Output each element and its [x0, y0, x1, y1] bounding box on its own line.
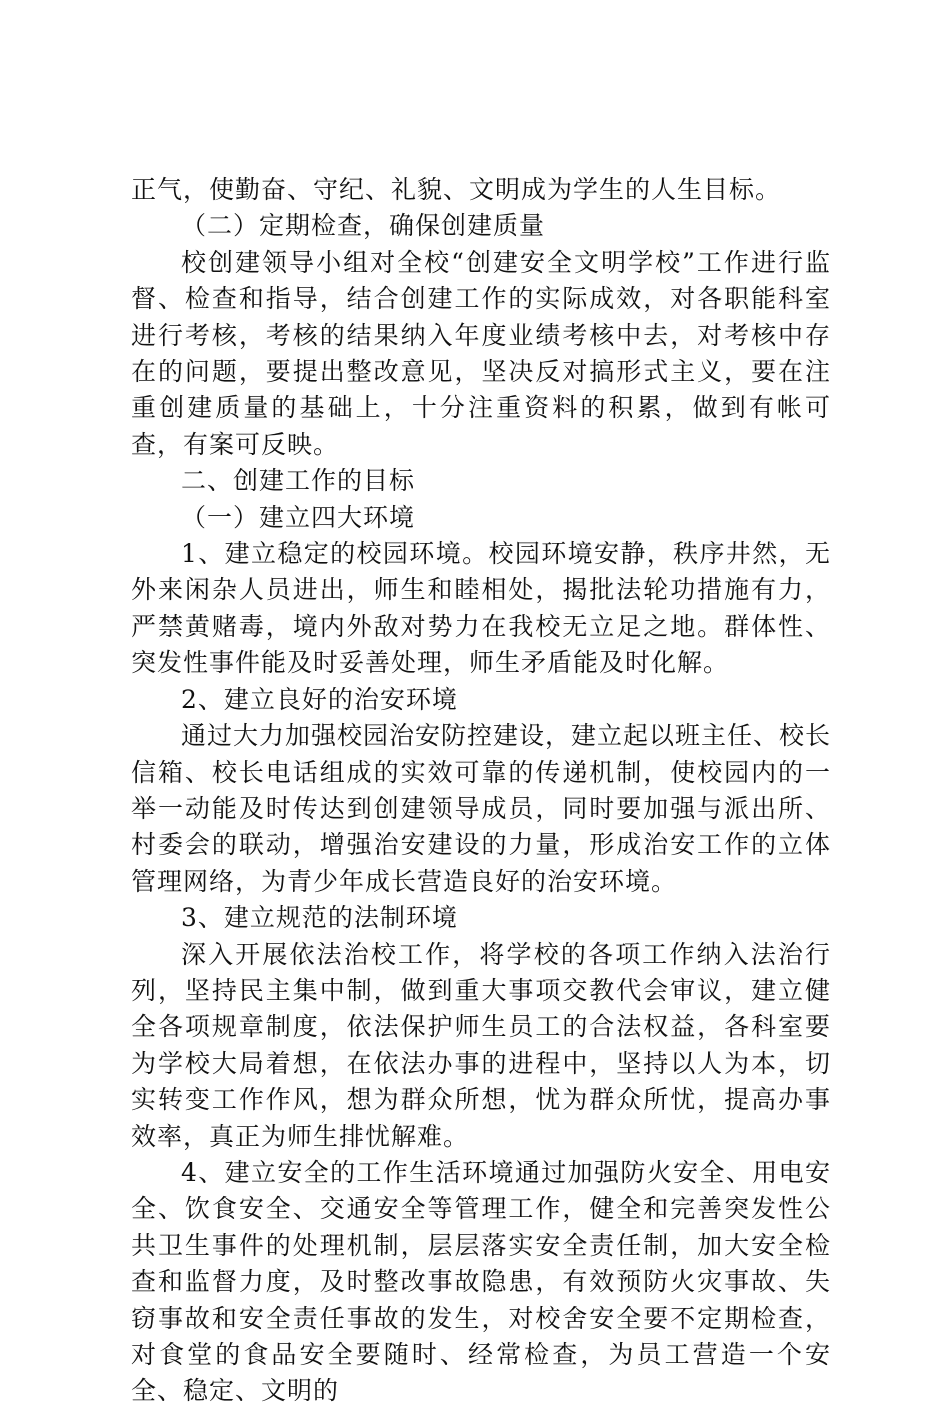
section-heading-four-environments: （一）建立四大环境	[181, 502, 416, 532]
paragraph-safe-work-environment: 4、建立安全的工作生活环境通过加强防火安全、用电安全、饮食安全、交通安全等管理工作，健全和完善突发性公共卫生事件的处理机制，层层落实安全责任制，加大安全检查和监督力度，及时整改事故隐患，有效预防火灾事故、失窃事故和安全责任事故的发生，对校舍安全要不定期检查，对食堂的食品安全要随时、经常检查，为员工营造一个安全、稳定、文明的	[131, 1157, 831, 1406]
paragraph-inspection: 校创建领导小组对全校“创建安全文明学校”工作进行监督、检查和指导，结合创建工作的实际成效，对各职能科室进行考核，考核的结果纳入年度业绩考核中去，对考核中存在的问题，要提出整改意见，坚决反对搞形式主义，要在注重创建质量的基础上，十分注重资料的积累，做到有帐可查，有案可反映。	[131, 247, 831, 459]
section-heading-regular-inspection: （二）定期检查，确保创建质量	[181, 211, 546, 241]
section-heading-security-environment: 2、建立良好的治安环境	[181, 684, 458, 714]
document-page	[131, 172, 831, 1410]
paragraph-security-environment: 通过大力加强校园治安防控建设，建立起以班主任、校长信箱、校长电话组成的实效可靠的传递机制，使校园内的一举一动能及时传达到创建领导成员，同时要加强与派出所、村委会的联动，增强治安建设的力量，形成治安工作的立体管理网络，为青少年成长营造良好的治安环境。	[131, 721, 832, 896]
paragraph-campus-environment: 1、建立稳定的校园环境。校园环境安静，秩序井然，无外来闲杂人员进出，师生和睦相处，揭批法轮功措施有力，严禁黄赌毒，境内外敌对势力在我校无立足之地。群体性、突发性事件能及时妥善处理，师生矛盾能及时化解。	[131, 539, 831, 678]
paragraph-legal-environment: 深入开展依法治校工作，将学校的各项工作纳入法治行列，坚持民主集中制，做到重大事项交教代会审议，建立健全各项规章制度，依法保护师生员工的合法权益，各科室要为学校大局着想，在依法办事的进程中，坚持以人为本，切实转变工作作风，想为群众所想，忧为群众所忧，提高办事效率，真正为师生排忧解难。	[131, 939, 831, 1151]
section-heading-legal-environment: 3、建立规范的法制环境	[181, 903, 458, 933]
paragraph-continuation: 正气，使勤奋、守纪、礼貌、文明成为学生的人生目标。	[131, 175, 782, 204]
section-heading-goals: 二、创建工作的目标	[181, 466, 416, 496]
